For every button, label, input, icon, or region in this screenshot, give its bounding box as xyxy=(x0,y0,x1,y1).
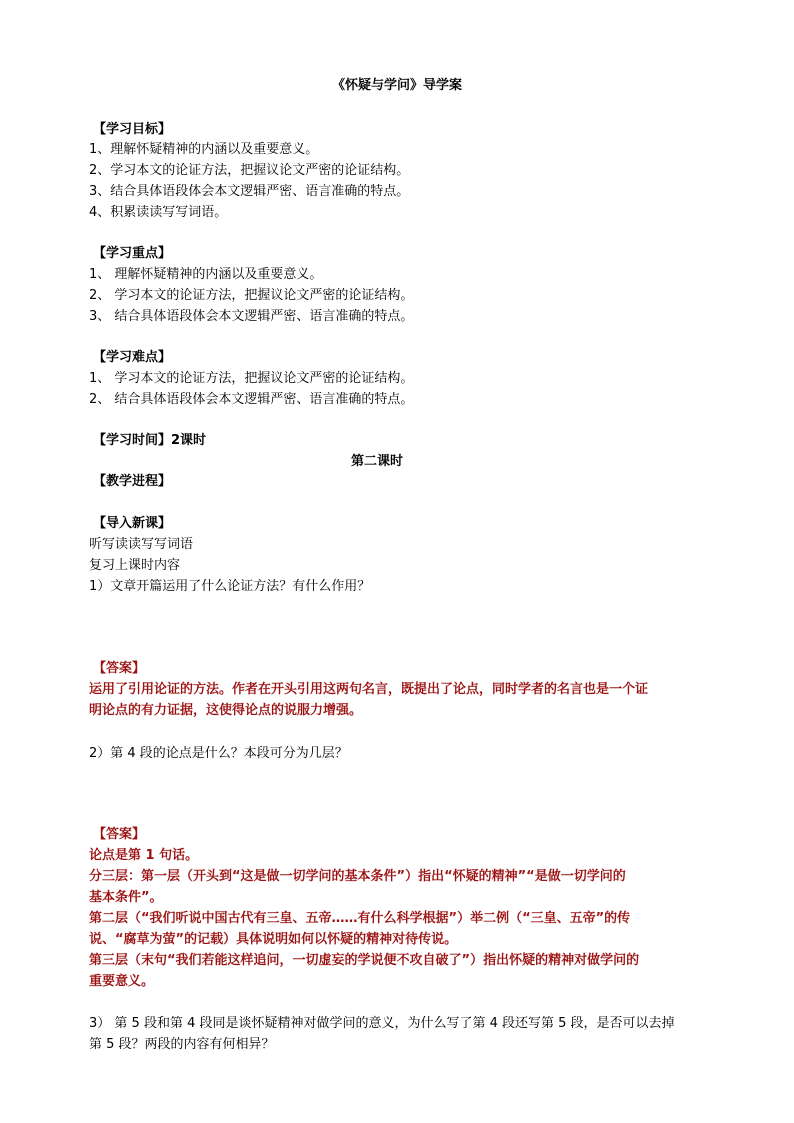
question-2: 2）第 4 段的论点是什么？本段可分为几层？ xyxy=(89,746,348,761)
intro-line: 听写读读写写词语 xyxy=(89,537,194,552)
key-point-item: 3、 结合具体语段体会本文逻辑严密、语言准确的特点。 xyxy=(89,309,414,324)
answer-2-line: 重要意义。 xyxy=(89,974,155,989)
answer-1-label: 【答案】 xyxy=(93,661,146,676)
question-1: 1）文章开篇运用了什么论证方法？有什么作用？ xyxy=(89,579,371,594)
key-point-item: 2、 学习本文的论证方法，把握议论文严密的论证结构。 xyxy=(89,288,414,303)
answer-2-line: 第三层（末句“我们若能这样追问，一切虚妄的学说便不攻自破了”）指出怀疑的精神对做学问的 xyxy=(89,953,640,968)
key-point-item: 1、 理解怀疑精神的内涵以及重要意义。 xyxy=(89,267,323,282)
intro-heading: 【导入新课】 xyxy=(93,516,172,531)
goal-item: 1、理解怀疑精神的内涵以及重要意义。 xyxy=(89,142,319,157)
answer-2-line: 基本条件”。 xyxy=(89,890,163,905)
answer-2-label: 【答案】 xyxy=(93,827,146,842)
goal-item: 4、积累读读写写词语。 xyxy=(89,205,228,220)
answer-2-line: 论点是第 1 句话。 xyxy=(89,848,199,863)
goal-item: 3、结合具体语段体会本文逻辑严密、语言准确的特点。 xyxy=(89,184,410,199)
difficulty-item: 1、 学习本文的论证方法，把握议论文严密的论证结构。 xyxy=(89,371,414,386)
answer-1-line: 明论点的有力证据，这使得论点的说服力增强。 xyxy=(89,703,363,718)
page-title: 《怀疑与学问》导学案 xyxy=(331,78,462,93)
question-3-line: 3） 第 5 段和第 4 段同是谈怀疑精神对做学问的意义，为什么写了第 4 段还写第 5 段，是否可以去掉 xyxy=(89,1016,675,1031)
intro-line: 复习上课时内容 xyxy=(89,558,181,573)
lesson-label: 第二课时 xyxy=(350,454,403,469)
goals-heading: 【学习目标】 xyxy=(93,122,172,137)
progress-heading: 【教学进程】 xyxy=(93,474,172,489)
difficulties-heading: 【学习难点】 xyxy=(93,350,172,365)
answer-2-line: 说、“腐草为萤”的记载）具体说明如何以怀疑的精神对待传说。 xyxy=(89,932,458,947)
question-3-line: 第 5 段？两段的内容有何相异？ xyxy=(89,1037,275,1052)
study-time: 【学习时间】2课时 xyxy=(93,433,207,448)
goal-item: 2、学习本文的论证方法，把握议论文严密的论证结构。 xyxy=(89,163,410,178)
key-points-heading: 【学习重点】 xyxy=(93,246,172,261)
answer-2-line: 第二层（“我们听说中国古代有三皇、五帝……有什么科学根据”）举二例（“三皇、五帝”的传 xyxy=(89,911,631,926)
difficulty-item: 2、 结合具体语段体会本文逻辑严密、语言准确的特点。 xyxy=(89,392,414,407)
answer-1-line: 运用了引用论证的方法。作者在开头引用这两句名言，既提出了论点，同时学者的名言也是一个证 xyxy=(89,682,649,697)
answer-2-line: 分三层：第一层（开头到“这是做一切学问的基本条件”）指出“怀疑的精神”“是做一切学问的 xyxy=(89,869,626,884)
